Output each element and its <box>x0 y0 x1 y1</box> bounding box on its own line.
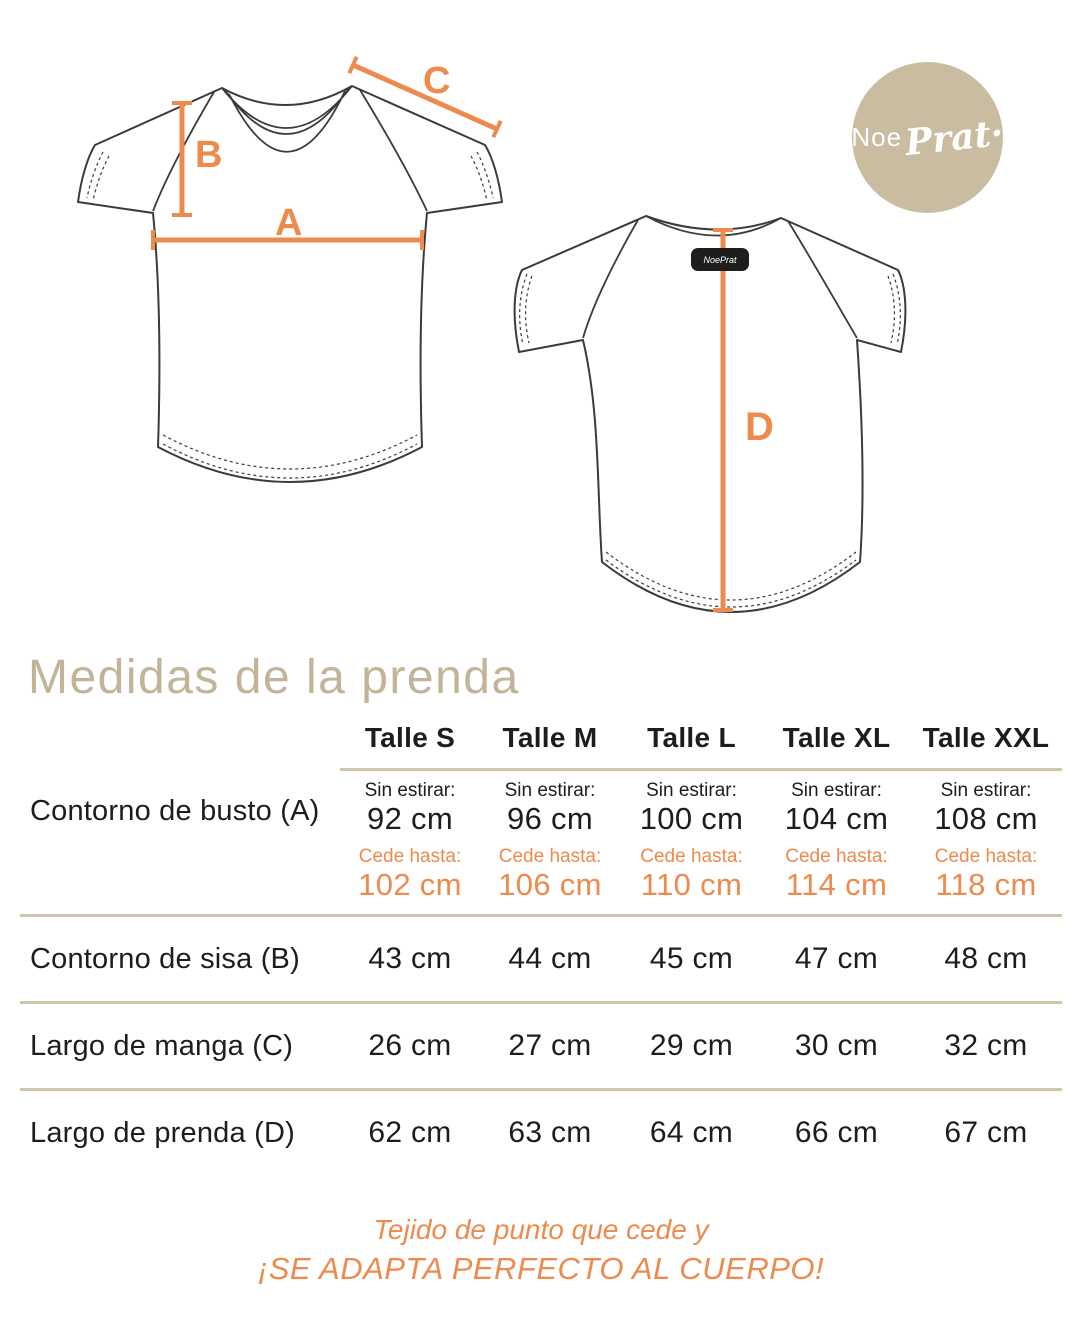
busto-cell-m <box>480 779 620 902</box>
sin-estirar-value: 104 cm <box>784 801 889 836</box>
fabric-note-line2: ¡SE ADAPTA PERFECTO AL CUERPO! <box>257 1251 825 1286</box>
busto-cell-l <box>620 779 763 902</box>
back-shirt-outline <box>515 216 906 612</box>
size-header-l: Talle L <box>647 722 736 753</box>
row-contorno-sisa <box>20 917 1062 1001</box>
fabric-note <box>20 1211 1062 1289</box>
size-table <box>20 722 1062 1289</box>
prenda-value-xxl: 67 cm <box>944 1116 1028 1149</box>
sisa-value-s: 43 cm <box>368 942 452 975</box>
sin-estirar-label: Sin estirar: <box>791 780 882 801</box>
sin-estirar-value: 96 cm <box>507 801 593 836</box>
fabric-note-line1: Tejido de punto que cede y <box>373 1214 709 1245</box>
brand-logo-text-script: Prat· <box>903 111 1006 164</box>
row-largo-prenda <box>20 1091 1062 1175</box>
row-label-manga: Largo de manga (C) <box>30 1029 294 1062</box>
cede-hasta-label: Cede hasta: <box>785 846 888 867</box>
busto-cell-xxl <box>910 779 1062 902</box>
row-largo-manga <box>20 1004 1062 1088</box>
sin-estirar-value: 100 cm <box>639 801 744 836</box>
sin-estirar-label: Sin estirar: <box>364 780 456 801</box>
page-title: Medidas de la prenda <box>28 651 520 704</box>
sin-estirar-label: Sin estirar: <box>940 780 1032 801</box>
sin-estirar-label: Sin estirar: <box>646 780 737 801</box>
row-label-busto: Contorno de busto (A) <box>30 795 320 827</box>
size-header-m: Talle M <box>502 722 598 753</box>
cede-hasta-label: Cede hasta: <box>358 846 462 867</box>
prenda-value-l: 64 cm <box>649 1116 734 1149</box>
row-label-sisa: Contorno de sisa (B) <box>30 942 300 975</box>
measure-d-label: D <box>745 405 774 449</box>
cede-hasta-label: Cede hasta: <box>934 846 1038 867</box>
sin-estirar-value: 92 cm <box>367 801 453 836</box>
size-header-xl: Talle XL <box>782 722 891 753</box>
cede-hasta-label: Cede hasta: <box>640 846 743 867</box>
measure-a-label: A <box>275 202 303 244</box>
cede-hasta-value: 118 cm <box>935 867 1037 902</box>
neck-tag-text: NoePrat <box>703 255 737 265</box>
cede-hasta-value: 106 cm <box>498 867 602 902</box>
prenda-value-xl: 66 cm <box>794 1116 879 1149</box>
sisa-value-m: 44 cm <box>508 942 592 975</box>
sisa-value-xl: 47 cm <box>794 942 879 975</box>
manga-value-s: 26 cm <box>368 1029 452 1062</box>
prenda-value-s: 62 cm <box>368 1116 452 1149</box>
sisa-value-xxl: 48 cm <box>944 942 1028 975</box>
cede-hasta-label: Cede hasta: <box>498 846 602 867</box>
row-label-prenda: Largo de prenda (D) <box>30 1116 295 1149</box>
brand-logo-text-light: Noe <box>851 122 903 152</box>
manga-value-xxl: 32 cm <box>944 1029 1028 1062</box>
sin-estirar-label: Sin estirar: <box>504 780 596 801</box>
cede-hasta-value: 102 cm <box>358 867 462 902</box>
cede-hasta-value: 110 cm <box>640 867 743 902</box>
front-shirt-outline <box>78 86 502 482</box>
size-header-xxl: Talle XXL <box>922 722 1050 753</box>
manga-value-xl: 30 cm <box>794 1029 879 1062</box>
measure-b-label: B <box>195 134 223 176</box>
measure-c-label: C <box>423 60 451 102</box>
cede-hasta-value: 114 cm <box>785 867 888 902</box>
size-header-row <box>20 722 1062 768</box>
front-shirt-diagram <box>75 55 505 505</box>
size-header-s: Talle S <box>364 722 456 753</box>
manga-value-m: 27 cm <box>508 1029 592 1062</box>
manga-value-l: 29 cm <box>649 1029 734 1062</box>
prenda-value-m: 63 cm <box>508 1116 592 1149</box>
sin-estirar-value: 108 cm <box>934 801 1038 836</box>
back-shirt-diagram <box>505 212 915 622</box>
busto-cell-s <box>340 779 480 902</box>
busto-cell-xl <box>763 779 910 902</box>
sisa-value-l: 45 cm <box>649 942 734 975</box>
row-contorno-busto <box>20 771 1062 914</box>
brand-logo <box>851 62 1006 213</box>
neck-tag <box>691 248 749 271</box>
